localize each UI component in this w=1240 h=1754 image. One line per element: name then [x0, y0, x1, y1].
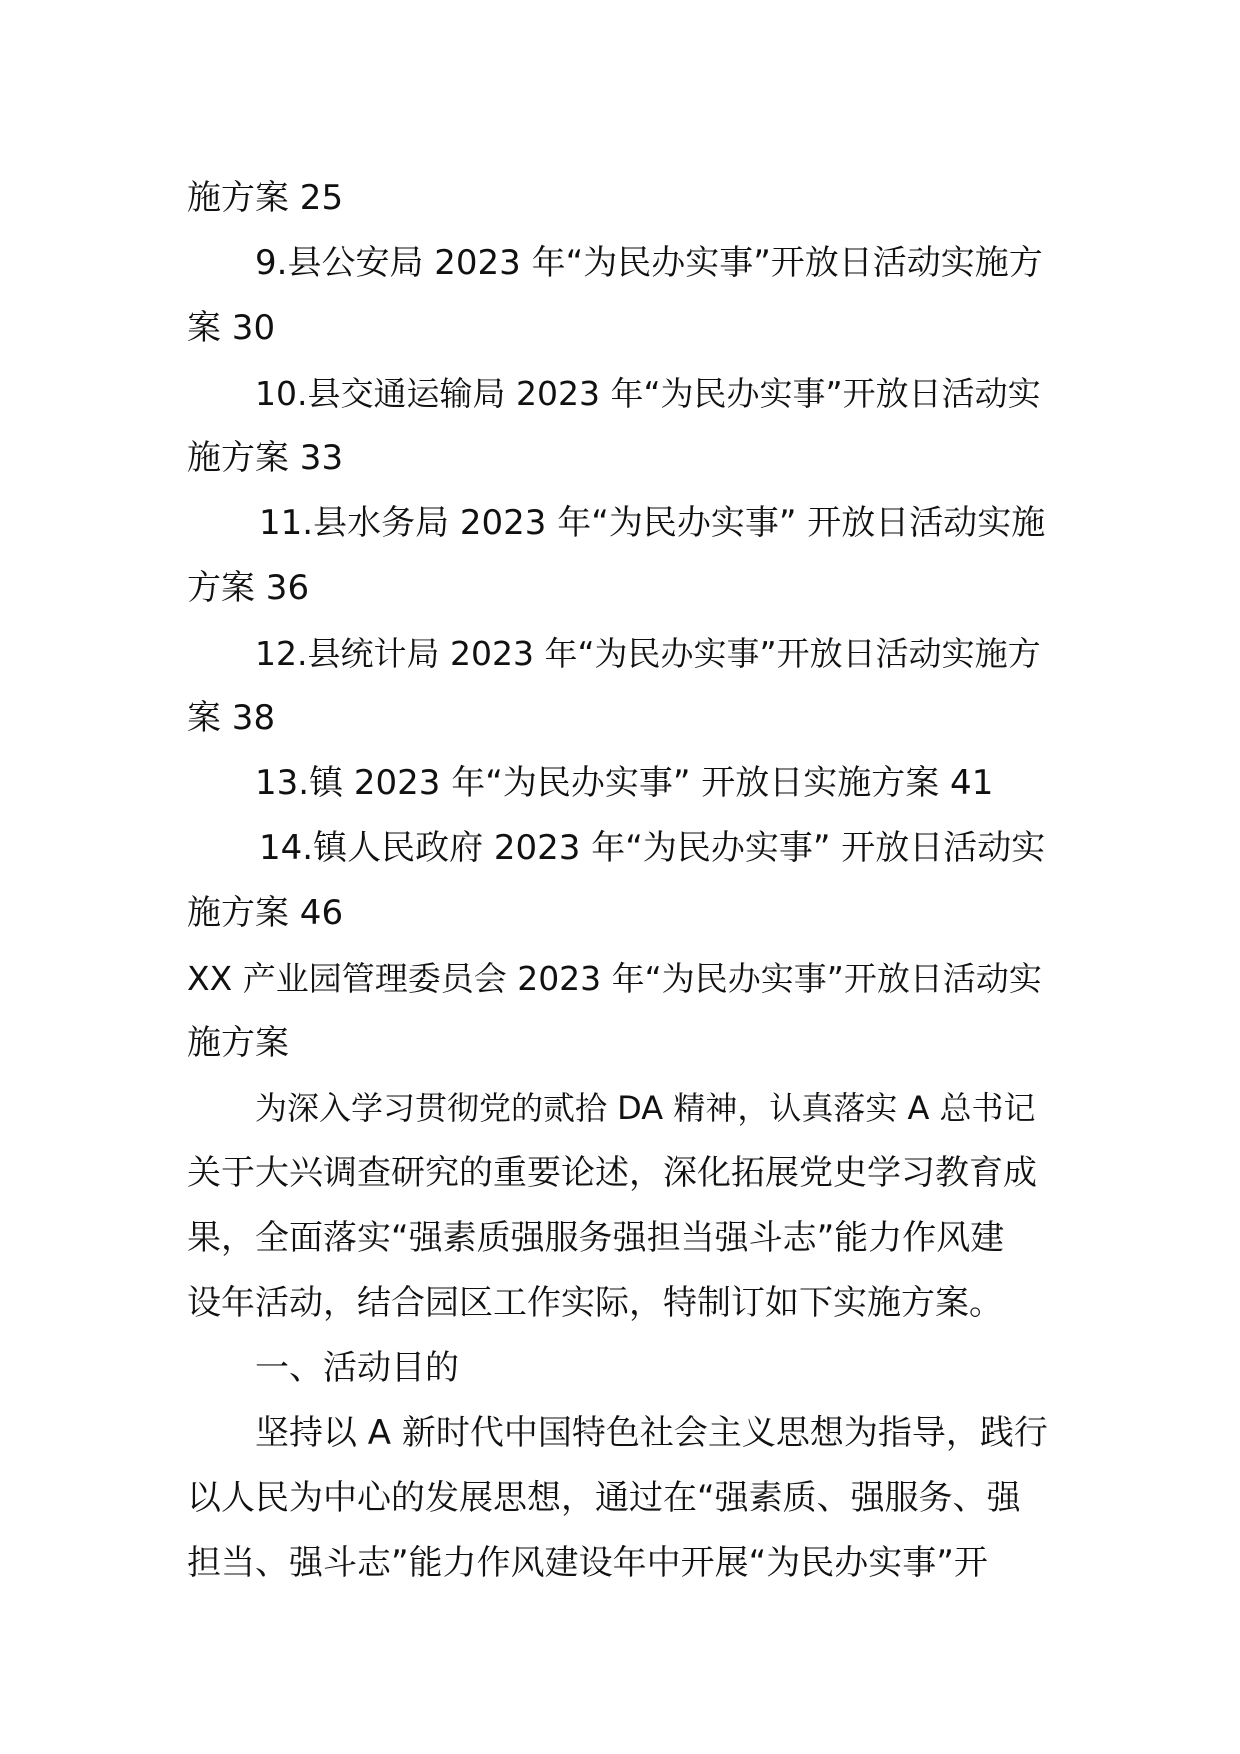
- text-line: 11.县水务局 2023 年“为民办实事” 开放日活动实施: [259, 503, 1046, 543]
- section-heading: 一、活动目的: [255, 1348, 459, 1388]
- text-line: 施方案 46: [187, 893, 344, 933]
- paragraph-line: 果，全面落实“强素质强服务强担当强斗志”能力作风建: [187, 1218, 1005, 1258]
- text-line: 案 30: [187, 308, 276, 348]
- text-line: 10.县交通运输局 2023 年“为民办实事”开放日活动实: [255, 374, 1041, 413]
- paragraph-line: 坚持以 A 新时代中国特色社会主义思想为指导，践行: [255, 1413, 1048, 1453]
- text-line: 9.县公安局 2023 年“为民办实事”开放日活动实施方: [255, 243, 1043, 283]
- heading-line: 施方案: [187, 1023, 289, 1063]
- paragraph-line: 以人民为中心的发展思想，通过在“强素质、强服务、强: [187, 1478, 1021, 1518]
- paragraph-line: 设年活动，结合园区工作实际，特制订如下实施方案。: [187, 1283, 1003, 1323]
- text-line: 方案 36: [187, 568, 310, 608]
- document-body: [187, 166, 1049, 1596]
- text-line: 施方案 33: [187, 438, 344, 478]
- text-line: 施方案 25: [187, 178, 344, 218]
- text-line: 13.镇 2023 年“为民办实事” 开放日实施方案 41: [255, 763, 994, 803]
- paragraph-line: 关于大兴调查研究的重要论述，深化拓展党史学习教育成: [187, 1153, 1037, 1193]
- text-line: 案 38: [187, 698, 276, 738]
- text-line: 14.镇人民政府 2023 年“为民办实事” 开放日活动实: [259, 828, 1046, 868]
- text-line: 12.县统计局 2023 年“为民办实事”开放日活动实施方: [255, 634, 1041, 673]
- paragraph-line: 为深入学习贯彻党的贰拾 DA 精神，认真落实 A 总书记: [255, 1089, 1036, 1127]
- paragraph-line: 担当、强斗志”能力作风建设年中开展“为民办实事”开: [187, 1543, 988, 1583]
- heading-line: XX 产业园管理委员会 2023 年“为民办实事”开放日活动实: [187, 959, 1042, 998]
